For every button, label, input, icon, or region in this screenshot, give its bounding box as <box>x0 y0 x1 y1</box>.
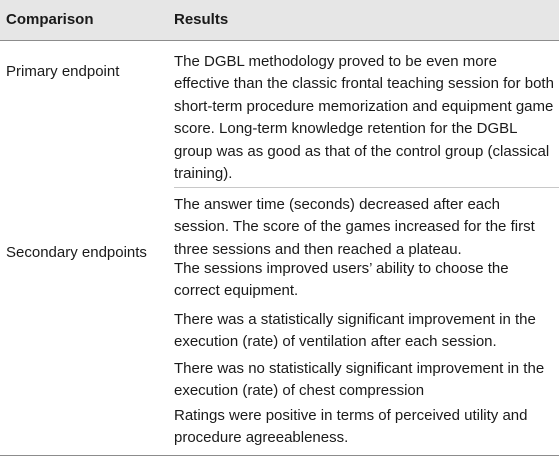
table-header-row <box>0 0 559 41</box>
header-results: Results <box>174 11 229 28</box>
table-bottom-rule <box>0 455 559 456</box>
result-secondary-3: There was a statistically significant improvement in the execution (rate) of ventilation after each session. <box>174 311 536 351</box>
row-label-primary-endpoint: Primary endpoint <box>6 63 120 80</box>
result-secondary-1: The answer time (seconds) decreased after each session. The score of the games increased for the first three sessions and then reached a plateau. <box>174 196 535 258</box>
header-comparison: Comparison <box>6 11 94 28</box>
result-secondary-2: The sessions improved users’ ability to choose the correct equipment. <box>174 260 509 300</box>
result-secondary-4: There was no statistically significant improvement in the execution (rate) of chest compression <box>174 360 545 400</box>
row-label-secondary-endpoints: Secondary endpoints <box>6 244 147 261</box>
row-divider <box>174 187 559 188</box>
result-secondary-5: Ratings were positive in terms of perceived utility and procedure agreeableness. <box>174 407 528 447</box>
result-primary-1: The DGBL methodology proved to be even more effective than the classic frontal teaching session for both short-term procedure memorization and equipment game score. Long-term knowledge retention for the DGBL group was as good as that of the control group (classical training). <box>174 53 554 183</box>
